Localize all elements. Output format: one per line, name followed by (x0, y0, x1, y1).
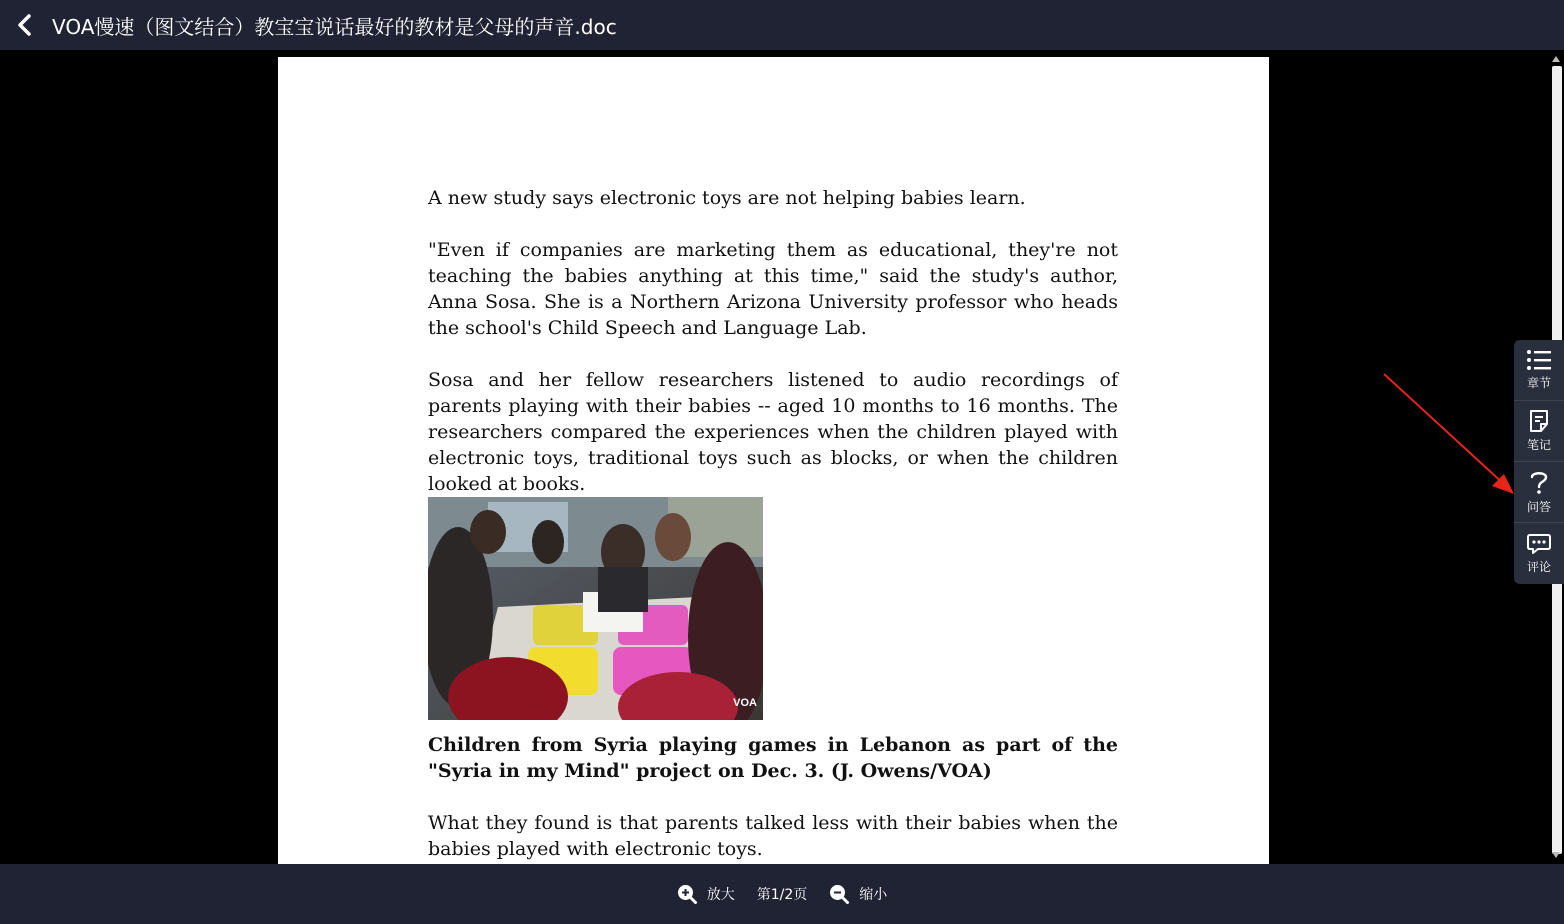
sidebar-item-qa[interactable] (1514, 462, 1564, 523)
zoom-out-icon (829, 884, 849, 904)
zoom-in-icon (677, 884, 697, 904)
question-icon (1529, 469, 1549, 495)
paragraph-2: "Even if companies are marketing them as educational, they're not teaching the babies anything at this time," said the study's author, Anna Sosa. She is a Northern Arizona University professor who heads the school's Child Speech and Language Lab. (428, 239, 1118, 339)
page-indicator: 第1/2页 (756, 887, 808, 903)
sidebar-item-notes[interactable] (1514, 401, 1564, 462)
sidebar-item-label: 章节 (1526, 376, 1551, 390)
zoom-in-button[interactable] (677, 884, 735, 904)
scroll-down-arrow-icon[interactable] (1552, 852, 1560, 858)
sidebar-item-label: 评论 (1526, 559, 1551, 574)
comment-icon (1527, 533, 1551, 555)
document-title: VOA慢速（图文结合）教宝宝说话最好的教材是父母的声音.doc (52, 14, 617, 39)
scroll-up-arrow-icon[interactable] (1552, 56, 1560, 62)
zoom-in-label: 放大 (706, 887, 735, 903)
back-button[interactable] (10, 0, 40, 50)
right-toolbar (1514, 340, 1564, 584)
paragraph-1: A new study says electronic toys are not helping babies learn. (428, 187, 1026, 209)
paragraph-4: What they found is that parents talked less with their babies when the babies played with electronic toys. (428, 812, 1118, 860)
list-icon (1526, 349, 1552, 371)
sidebar-item-label: 问答 (1526, 500, 1551, 514)
sidebar-item-chapters[interactable] (1514, 340, 1564, 401)
article-photo (428, 497, 763, 720)
red-annotation-arrow-icon (1380, 370, 1520, 500)
sidebar-item-comments[interactable] (1514, 523, 1564, 584)
zoom-out-label: 缩小 (859, 887, 888, 903)
bottom-toolbar (0, 864, 1564, 924)
note-icon (1528, 409, 1550, 433)
sidebar-item-label: 笔记 (1526, 438, 1551, 452)
document-content (428, 185, 1118, 864)
zoom-out-button[interactable] (829, 884, 887, 904)
paragraph-3: Sosa and her fellow researchers listened to audio recordings of parents playing with their babies -- aged 10 months to 16 months. The researchers compared the experiences when the children played with electronic toys, traditional toys such as blocks, or when the children looked at books. (428, 369, 1118, 495)
document-page (278, 57, 1269, 864)
document-viewer[interactable] (0, 50, 1564, 864)
title-bar (0, 0, 1564, 50)
photo-caption: Children from Syria playing games in Lebanon as part of the "Syria in my Mind" project on Dec. 3. (J. Owens/VOA) (428, 734, 1118, 782)
chevron-left-icon (17, 14, 33, 36)
photo-watermark: VOA (733, 697, 757, 709)
photo-illustration (428, 497, 763, 720)
